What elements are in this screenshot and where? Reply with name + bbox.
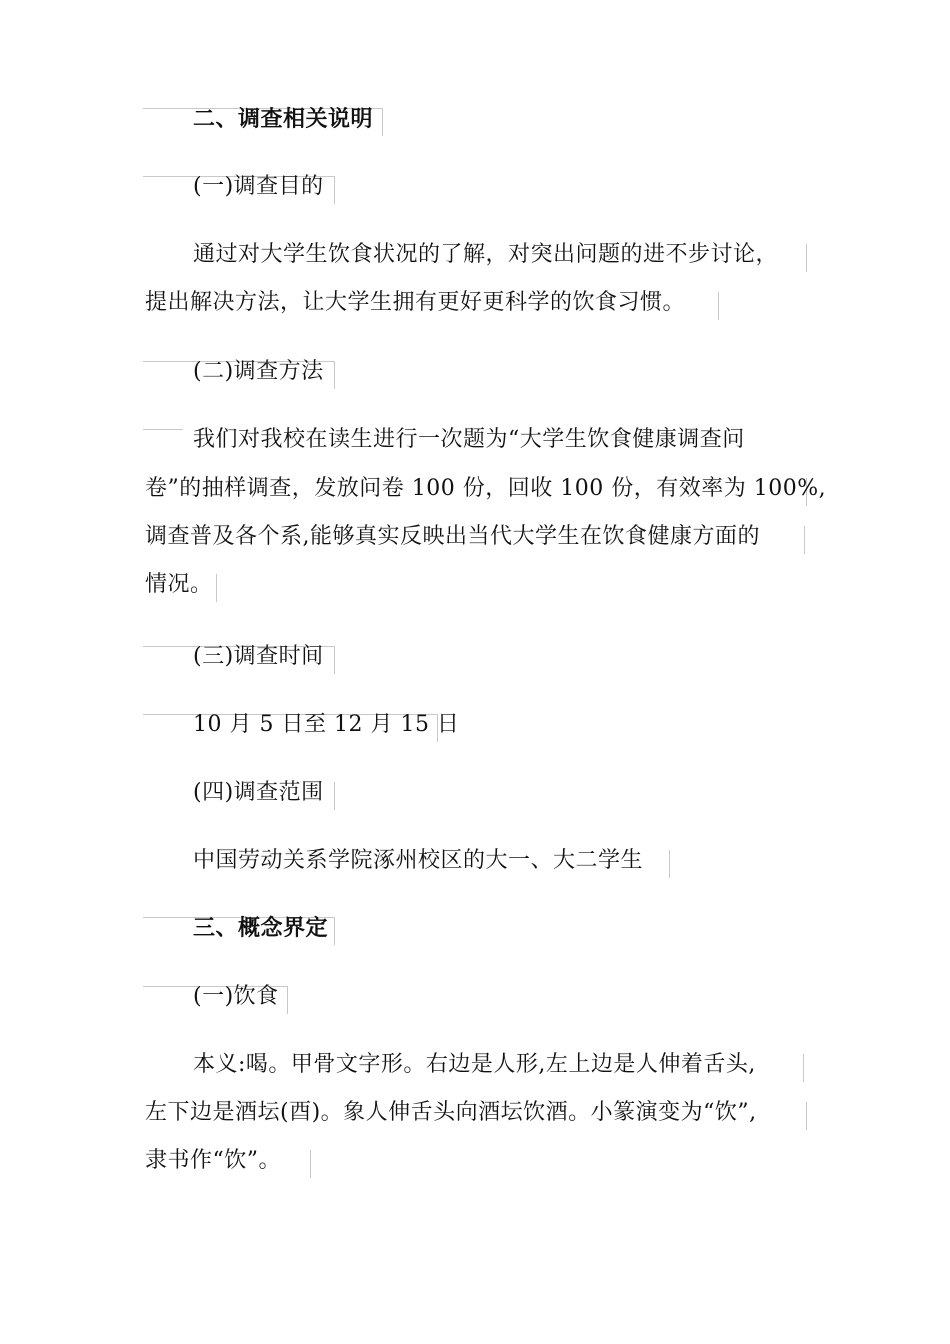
- guide-mark: [287, 986, 288, 1014]
- section-heading: 二、调查相关说明: [193, 106, 374, 132]
- paragraph-line: 卷”的抽样调查，发放问卷 100 份，回收 100 份，有效率为 100%,: [145, 476, 827, 501]
- guide-mark: [806, 1102, 807, 1130]
- paragraph-line: 左下边是酒坛(酉)。象人伸舌头向酒坛饮酒。小篆演变为“饮”,: [145, 1100, 757, 1125]
- guide-mark: [310, 1150, 311, 1178]
- guide-mark: [803, 1054, 804, 1082]
- subsection-heading: (一)调查目的: [193, 174, 324, 199]
- paragraph-line: 10 月 5 日至 12 月 15 日: [193, 712, 460, 737]
- paragraph-line: 调查普及各个系,能够真实反映出当代大学生在饮食健康方面的: [145, 524, 760, 549]
- paragraph-line: 中国劳动关系学院涿州校区的大一、大二学生: [193, 848, 644, 873]
- paragraph-line: 我们对我校在读生进行一次题为“大学生饮食健康调查问: [193, 427, 745, 452]
- paragraph-line: 提出解决方法，让大学生拥有更好更科学的饮食习惯。: [145, 290, 686, 315]
- paragraph-line: 通过对大学生饮食状况的了解，对突出问题的进不步讨论，: [193, 242, 779, 267]
- section-heading: 三、概念界定: [193, 915, 329, 941]
- guide-mark: [334, 782, 335, 810]
- guide-mark: [806, 244, 807, 272]
- paragraph-line: 情况。: [145, 572, 213, 597]
- guide-mark: [334, 361, 335, 389]
- subsection-heading: (四)调查范围: [193, 780, 324, 805]
- guide-mark: [334, 176, 335, 204]
- guide-mark: [334, 646, 335, 674]
- guide-mark: [334, 917, 335, 945]
- subsection-heading: (二)调查方法: [193, 359, 324, 384]
- subsection-heading: (三)调查时间: [193, 644, 324, 669]
- paragraph-line: 本义:喝。甲骨文字形。右边是人形,左上边是人伸着舌头,: [193, 1052, 756, 1077]
- guide-mark: [718, 292, 719, 320]
- subsection-heading: (一)饮食: [193, 984, 279, 1009]
- guide-mark: [669, 850, 670, 878]
- guide-mark: [143, 429, 183, 430]
- guide-mark: [382, 108, 383, 136]
- guide-mark: [216, 574, 217, 602]
- guide-mark: [804, 526, 805, 554]
- paragraph-line: 隶书作“饮”。: [145, 1148, 281, 1173]
